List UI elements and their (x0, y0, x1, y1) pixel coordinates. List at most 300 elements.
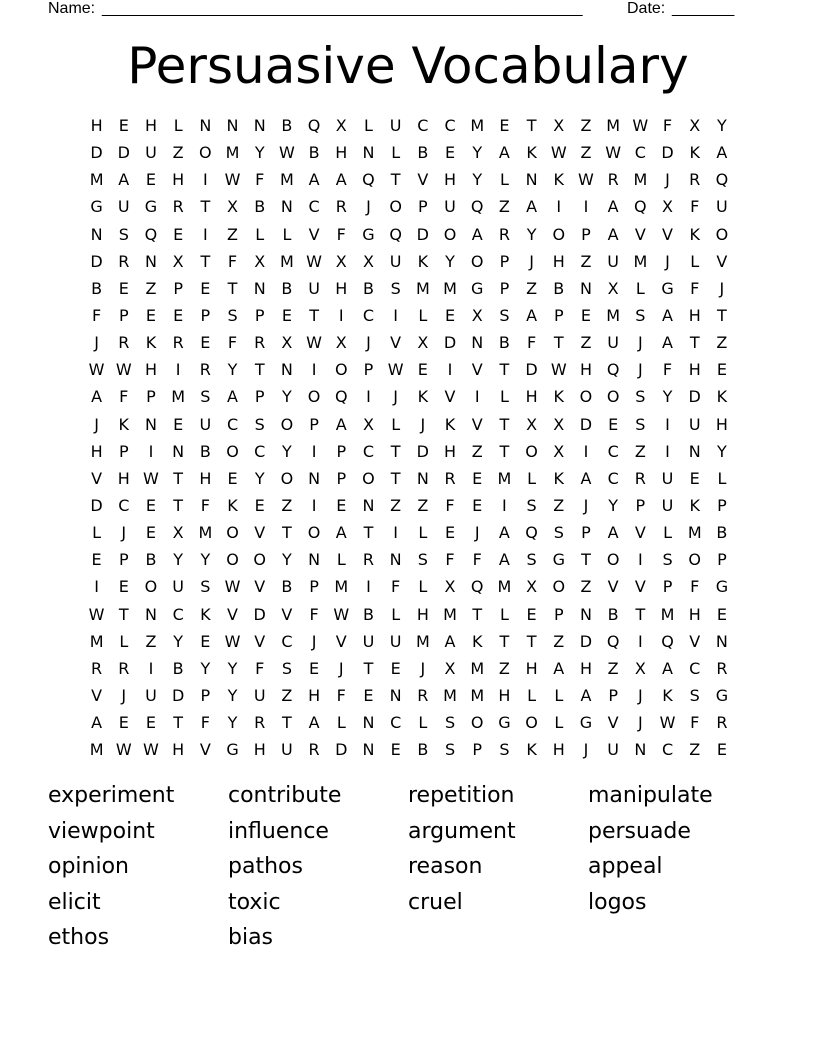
grid-letter: Y (200, 550, 211, 570)
grid-letter: E (118, 713, 129, 733)
grid-letter: S (635, 414, 646, 434)
grid-letter: J (94, 333, 99, 353)
grid-letter: H (172, 170, 185, 190)
grid-letter: J (637, 333, 643, 353)
grid-letter: A (526, 305, 538, 325)
grid-letter: M (497, 577, 512, 597)
grid-letter: H (308, 685, 321, 705)
grid-letter: Q (144, 224, 158, 244)
grid-letter: E (689, 468, 700, 488)
grid-letter: J (719, 278, 725, 298)
grid-letter: H (90, 116, 103, 135)
grid-letter: N (308, 468, 321, 488)
grid-letter: V (308, 224, 320, 244)
grid-letter: V (390, 333, 402, 353)
grid-letter: N (362, 495, 375, 515)
grid-letter: W (333, 604, 350, 624)
grid-letter: H (144, 116, 157, 135)
grid-letter: O (579, 387, 593, 407)
grid-letter: N (226, 116, 239, 135)
grid-letter: P (118, 305, 129, 325)
grid-letter: P (553, 305, 564, 325)
grid-letter: R (634, 468, 646, 488)
grid-letter: M (415, 631, 430, 651)
grid-letter: N (199, 116, 212, 135)
grid-letter: Y (227, 713, 238, 733)
grid-letter: O (389, 197, 402, 217)
grid-letter: F (227, 333, 238, 353)
grid-letter: K (689, 143, 700, 163)
grid-letter: H (715, 414, 728, 434)
grid-letter: T (499, 360, 510, 380)
grid-letter: I (665, 414, 670, 434)
grid-letter: T (173, 468, 184, 488)
grid-letter: B (417, 740, 429, 760)
grid-letter: R (199, 360, 211, 380)
grid-letter: R (607, 170, 619, 190)
grid-letter: B (281, 278, 293, 298)
grid-letter: A (716, 143, 728, 163)
grid-letter: V (417, 170, 429, 190)
grid-letter: Z (417, 495, 429, 515)
grid-letter: D (335, 740, 348, 760)
grid-letter: S (526, 495, 537, 515)
grid-letter: D (171, 685, 185, 705)
grid-letter: N (389, 685, 402, 705)
grid-letter: A (580, 685, 592, 705)
grid-letter: C (172, 604, 184, 624)
grid-letter: J (665, 170, 670, 190)
grid-letter: W (88, 360, 105, 380)
grid-letter: Y (526, 224, 537, 244)
grid-letter: Y (662, 387, 673, 407)
grid-letter: F (690, 197, 700, 217)
grid-letter: Q (362, 170, 375, 190)
grid-letter: M (334, 577, 349, 597)
grid-letter: R (254, 333, 266, 353)
grid-letter: Y (254, 143, 265, 163)
grid-letter: B (254, 197, 266, 217)
grid-letter: U (661, 468, 674, 488)
grid-letter: J (637, 713, 643, 733)
grid-letter: K (553, 387, 565, 407)
grid-letter: F (336, 224, 346, 244)
grid-letter: M (470, 116, 485, 135)
grid-letter: R (118, 251, 130, 271)
grid-letter: O (525, 713, 538, 733)
grid-letter: L (554, 685, 564, 705)
word-bank-item: cruel (408, 889, 463, 915)
grid-letter: L (255, 224, 265, 244)
grid-letter: N (362, 713, 375, 733)
grid-letter: L (364, 116, 373, 135)
grid-letter: B (281, 577, 293, 597)
grid-letter: J (583, 495, 589, 515)
grid-letter: D (416, 224, 429, 244)
grid-letter: N (525, 170, 538, 190)
grid-letter: U (145, 143, 157, 163)
grid-letter: A (607, 224, 619, 244)
grid-letter: L (418, 577, 428, 597)
grid-letter: E (390, 740, 401, 760)
grid-letter: M (280, 170, 294, 190)
grid-letter: P (581, 224, 591, 244)
grid-letter: O (226, 441, 239, 461)
grid-letter: Q (606, 631, 620, 651)
grid-letter: X (444, 577, 456, 597)
grid-letter: H (199, 468, 212, 488)
grid-letter: R (172, 333, 184, 353)
grid-letter: L (282, 224, 292, 244)
grid-letter: L (336, 550, 346, 570)
grid-letter: T (717, 305, 727, 325)
grid-letter: R (716, 713, 728, 733)
grid-letter: E (91, 550, 102, 570)
grid-letter: X (471, 305, 483, 325)
grid-letter: B (498, 333, 510, 353)
grid-letter: U (117, 197, 130, 217)
grid-letter: G (552, 550, 565, 570)
grid-letter: C (661, 740, 674, 760)
grid-letter: B (362, 604, 374, 624)
grid-letter: J (529, 251, 534, 271)
grid-letter: O (606, 550, 620, 570)
grid-letter: E (417, 360, 428, 380)
grid-letter: K (526, 740, 537, 760)
grid-letter: O (334, 360, 348, 380)
grid-letter: T (254, 360, 265, 380)
grid-letter: S (553, 523, 564, 543)
grid-letter: I (474, 387, 480, 407)
grid-letter: X (553, 116, 565, 135)
grid-letter: X (689, 116, 701, 135)
grid-letter: S (417, 550, 428, 570)
grid-letter: C (362, 305, 375, 325)
grid-letter: N (579, 604, 592, 624)
grid-letter: Y (717, 116, 727, 135)
grid-letter: F (255, 658, 265, 678)
grid-letter: Y (282, 441, 292, 461)
grid-letter: U (389, 116, 402, 135)
grid-letter: W (605, 143, 622, 163)
grid-letter: F (662, 360, 673, 380)
grid-letter: Q (661, 631, 674, 651)
grid-letter: P (309, 577, 319, 597)
grid-letter: J (366, 333, 371, 353)
grid-letter: G (90, 197, 103, 217)
grid-letter: E (145, 713, 157, 733)
grid-letter: W (115, 740, 132, 760)
grid-letter: A (553, 658, 565, 678)
grid-letter: F (472, 550, 482, 570)
grid-letter: V (91, 468, 103, 488)
grid-letter: R (444, 468, 456, 488)
word-bank-item: appeal (588, 854, 663, 879)
grid-letter: C (118, 495, 130, 515)
grid-letter: F (255, 170, 265, 190)
grid-letter: E (444, 305, 456, 325)
grid-letter: L (717, 468, 727, 488)
grid-letter: C (226, 414, 239, 434)
grid-letter: F (445, 495, 455, 515)
grid-letter: A (498, 143, 510, 163)
grid-letter: U (308, 278, 320, 298)
grid-letter: O (715, 224, 729, 244)
grid-letter: J (583, 740, 589, 760)
grid-letter: P (472, 740, 483, 760)
grid-letter: V (227, 604, 238, 624)
grid-letter: S (200, 577, 211, 597)
grid-letter: S (118, 224, 129, 244)
grid-letter: K (227, 495, 238, 515)
grid-letter: B (607, 604, 619, 624)
grid-letter: C (308, 197, 320, 217)
grid-letter: M (606, 116, 621, 135)
grid-letter: H (90, 441, 103, 461)
grid-letter: K (553, 170, 565, 190)
grid-letter: E (444, 143, 456, 163)
grid-letter: R (118, 658, 130, 678)
grid-letter: D (579, 631, 593, 651)
grid-letter: R (91, 658, 103, 678)
grid-letter: K (689, 495, 700, 515)
grid-letter: W (88, 604, 105, 624)
grid-letter: C (607, 441, 619, 461)
grid-letter: A (662, 333, 673, 353)
grid-letter: I (583, 197, 589, 217)
grid-letter: D (90, 143, 103, 163)
grid-letter: Y (200, 658, 211, 678)
grid-letter: M (198, 523, 213, 543)
grid-letter: H (444, 170, 457, 190)
grid-letter: U (362, 631, 375, 651)
grid-letter: R (254, 713, 266, 733)
grid-letter: W (224, 631, 241, 651)
grid-letter: Z (580, 333, 592, 353)
grid-letter: T (581, 550, 591, 570)
grid-letter: E (309, 658, 320, 678)
word-bank-item: viewpoint (48, 818, 155, 844)
grid-letter: U (389, 251, 402, 271)
grid-letter: E (444, 523, 456, 543)
grid-letter: Q (525, 523, 538, 543)
word-bank-item: opinion (48, 854, 129, 879)
grid-letter: A (662, 305, 673, 325)
name-blank-line: ______________________________________________________ (102, 0, 583, 17)
grid-letter: H (498, 685, 511, 705)
grid-letter: T (200, 197, 211, 217)
grid-letter: L (173, 116, 183, 135)
grid-letter: E (145, 170, 157, 190)
grid-letter: N (172, 441, 185, 461)
word-bank-item: persuade (588, 818, 691, 844)
grid-letter: H (552, 251, 565, 271)
grid-letter: P (200, 305, 211, 325)
grid-letter: L (391, 604, 401, 624)
grid-letter: C (444, 116, 456, 135)
grid-letter: C (362, 441, 375, 461)
grid-letter: I (556, 197, 562, 217)
grid-letter: O (307, 387, 321, 407)
grid-letter: V (662, 224, 673, 244)
grid-letter: A (227, 387, 238, 407)
grid-letter: H (688, 305, 701, 325)
grid-letter: W (387, 360, 404, 380)
grid-letter: X (417, 333, 429, 353)
grid-letter: L (418, 713, 428, 733)
grid-letter: Z (634, 441, 646, 461)
grid-letter: I (148, 441, 154, 461)
grid-letter: Z (580, 116, 592, 135)
grid-letter: U (281, 740, 293, 760)
grid-letter: B (308, 143, 320, 163)
grid-letter: P (118, 441, 129, 461)
grid-letter: Z (580, 251, 592, 271)
grid-letter: G (226, 740, 239, 760)
grid-letter: Q (389, 224, 402, 244)
grid-letter: H (552, 740, 565, 760)
grid-letter: Q (307, 116, 321, 135)
grid-letter: Q (634, 197, 647, 217)
grid-letter: L (92, 523, 102, 543)
grid-letter: U (172, 577, 185, 597)
grid-letter: E (254, 495, 265, 515)
grid-letter: Z (716, 333, 728, 353)
grid-letter: T (635, 604, 646, 624)
grid-letter: M (415, 278, 430, 298)
grid-letter: T (363, 658, 374, 678)
grid-letter: E (200, 631, 211, 651)
grid-letter: J (420, 414, 426, 434)
grid-letter: I (338, 305, 344, 325)
grid-letter: B (91, 278, 103, 298)
grid-letter: L (527, 468, 537, 488)
grid-letter: O (470, 251, 484, 271)
grid-letter: L (336, 713, 346, 733)
grid-letter: D (416, 441, 429, 461)
grid-letter: I (637, 550, 643, 570)
grid-letter: B (417, 143, 429, 163)
grid-letter: U (607, 333, 620, 353)
page-title: Persuasive Vocabulary (127, 37, 689, 95)
grid-letter: N (144, 604, 157, 624)
grid-letter: E (526, 604, 537, 624)
grid-letter: I (447, 360, 453, 380)
grid-letter: K (526, 143, 537, 163)
grid-letter: X (662, 197, 674, 217)
grid-letter: T (472, 604, 483, 624)
grid-letter: W (550, 360, 567, 380)
grid-letter: X (607, 278, 619, 298)
grid-letter: T (499, 631, 510, 651)
word-bank-item: contribute (228, 783, 342, 808)
grid-letter: Z (580, 577, 592, 597)
grid-letter: O (253, 550, 267, 570)
grid-letter: A (580, 468, 592, 488)
grid-letter: K (553, 468, 565, 488)
word-bank-item: experiment (48, 783, 175, 808)
grid-letter: J (637, 360, 643, 380)
grid-letter: P (717, 495, 727, 515)
grid-letter: E (336, 495, 347, 515)
grid-letter: A (498, 523, 510, 543)
grid-letter: H (335, 278, 348, 298)
grid-letter: N (389, 550, 402, 570)
grid-letter: P (200, 685, 211, 705)
grid-letter: X (281, 333, 293, 353)
grid-letter: Z (227, 224, 239, 244)
grid-letter: T (118, 604, 129, 624)
grid-letter: V (716, 251, 728, 271)
grid-letter: L (499, 170, 509, 190)
grid-letter: I (665, 441, 670, 461)
grid-letter: Y (472, 143, 483, 163)
grid-letter: H (688, 360, 701, 380)
grid-letter: T (499, 441, 510, 461)
grid-letter: W (659, 713, 676, 733)
grid-letter: B (362, 278, 374, 298)
grid-letter: B (145, 550, 157, 570)
grid-letter: P (717, 550, 727, 570)
grid-letter: L (663, 523, 672, 543)
grid-letter: P (309, 414, 319, 434)
grid-letter: Y (445, 251, 455, 271)
grid-letter: S (200, 387, 211, 407)
grid-letter: O (280, 414, 294, 434)
grid-letter: E (608, 414, 619, 434)
grid-letter: U (444, 197, 456, 217)
grid-letter: H (444, 441, 457, 461)
grid-letter: X (227, 197, 239, 217)
grid-letter: H (117, 468, 130, 488)
grid-letter: J (121, 523, 127, 543)
word-bank-item: toxic (228, 889, 281, 915)
grid-letter: Y (173, 550, 184, 570)
grid-letter: V (199, 740, 211, 760)
grid-letter: V (634, 577, 646, 597)
grid-letter: W (224, 170, 241, 190)
grid-letter: M (89, 740, 104, 760)
grid-letter: R (362, 550, 375, 570)
grid-letter: R (118, 333, 130, 353)
grid-letter: E (145, 495, 157, 515)
grid-letter: C (390, 713, 402, 733)
grid-letter: Y (717, 441, 727, 461)
grid-letter: N (144, 251, 157, 271)
grid-letter: Q (334, 387, 348, 407)
grid-letter: M (470, 685, 485, 705)
date-blank-line: _______ (672, 0, 735, 17)
grid-letter: V (281, 604, 293, 624)
grid-letter: T (526, 116, 537, 135)
grid-letter: L (391, 414, 401, 434)
grid-letter: H (525, 387, 538, 407)
grid-letter: A (607, 197, 619, 217)
grid-letter: F (690, 713, 700, 733)
grid-letter: S (444, 740, 456, 760)
grid-letter: Z (689, 740, 701, 760)
grid-letter: K (716, 387, 728, 407)
grid-letter: J (121, 685, 127, 705)
grid-letter: M (660, 604, 675, 624)
grid-letter: M (171, 387, 186, 407)
grid-letter: Z (471, 441, 483, 461)
grid-letter: B (716, 523, 728, 543)
grid-letter: S (635, 305, 646, 325)
grid-letter: E (118, 116, 129, 135)
grid-letter: Y (282, 387, 292, 407)
grid-letter: S (689, 685, 700, 705)
